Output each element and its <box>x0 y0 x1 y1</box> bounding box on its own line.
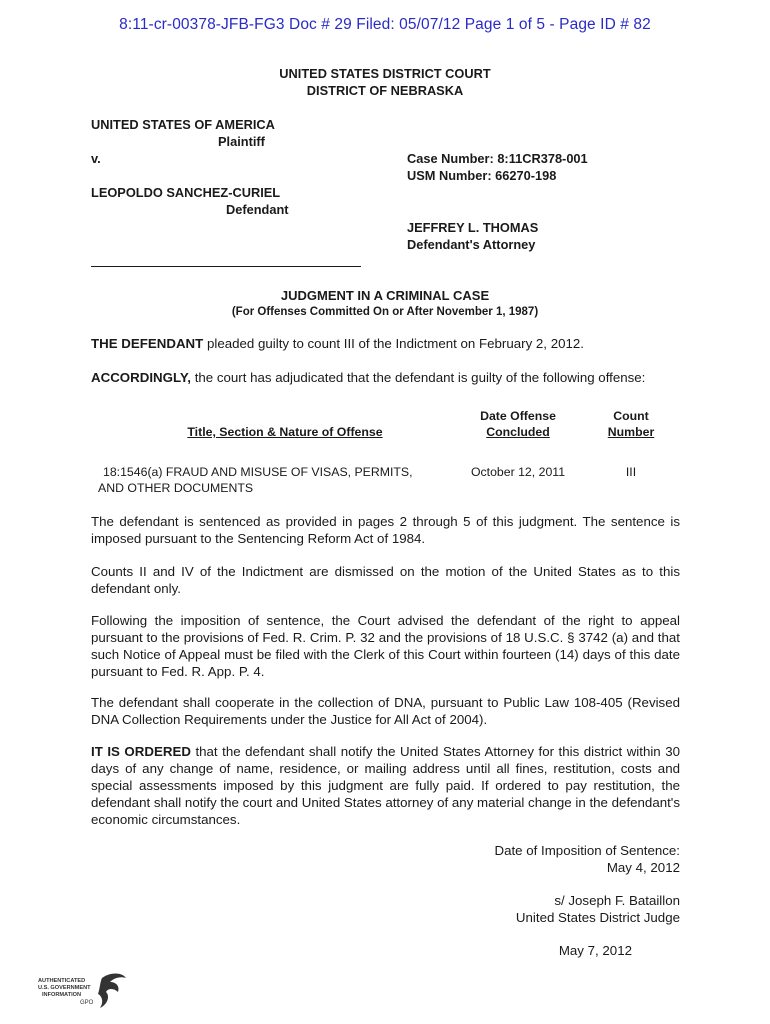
signed-date: May 7, 2012 <box>558 943 632 958</box>
judge-signature: s/ Joseph F. Bataillon <box>554 893 680 908</box>
ordered-text: that the defendant shall notify the United States Attorney for this district within 30 days of any change of name, residence, or mailing address until all fines, restitution, costs and special assessments imposed by this judgment are fully paid. If ordered to pay restitution, the defendant shall notify the court and United States attorney of any material change in the defendant's economic circumstances. <box>91 744 680 827</box>
usm-number: USM Number: 66270-198 <box>407 168 557 183</box>
plaintiff-role: Plaintiff <box>218 134 265 149</box>
table-header-date <box>458 408 578 440</box>
plea-paragraph <box>91 335 680 352</box>
filing-header-stamp: 8:11-cr-00378-JFB-FG3 Doc # 29 Filed: 05/07/12 Page 1 of 5 - Page ID # 82 <box>119 16 651 33</box>
offense-description-line2: AND OTHER DOCUMENTS <box>98 481 254 495</box>
table-header-count <box>595 408 667 440</box>
court-name: UNITED STATES DISTRICT COURT <box>279 66 491 81</box>
gpo-eagle-icon <box>36 970 136 1014</box>
attorney-name: JEFFREY L. THOMAS <box>407 220 539 235</box>
table-header-count-line2: Number <box>607 425 655 439</box>
table-header-count-line1: Count <box>613 409 649 423</box>
imposition-label: Date of Imposition of Sentence: <box>494 843 680 858</box>
gpo-line2: U.S. GOVERNMENT <box>38 985 91 991</box>
offense-count: III <box>625 465 637 479</box>
defendant-name: LEOPOLDO SANCHEZ-CURIEL <box>91 185 281 200</box>
imposition-date: May 4, 2012 <box>606 860 680 875</box>
versus-label: v. <box>91 151 101 166</box>
offense-date: October 12, 2011 <box>470 465 566 479</box>
plaintiff-name: UNITED STATES OF AMERICA <box>91 117 275 132</box>
sentencing-paragraph: The defendant is sentenced as provided in pages 2 through 5 of this judgment. The sentence is imposed pursuant to the Sentencing Reform Act of 1984. <box>91 514 680 546</box>
dismissal-paragraph: Counts II and IV of the Indictment are dismissed on the motion of the United States as to this defendant only. <box>91 564 680 596</box>
table-header-date-line1: Date Offense <box>480 409 556 423</box>
offense-description-line1: 18:1546(a) FRAUD AND MISUSE OF VISAS, PERMITS, <box>103 465 413 479</box>
defendant-role: Defendant <box>226 202 289 217</box>
plea-text: pleaded guilty to count III of the Indictment on February 2, 2012. <box>203 336 584 351</box>
ordered-paragraph <box>91 743 680 828</box>
attorney-role: Defendant's Attorney <box>407 237 536 252</box>
court-district: DISTRICT OF NEBRASKA <box>306 83 464 98</box>
accordingly-text: the court has adjudicated that the defendant is guilty of the following offense: <box>191 370 646 385</box>
judge-title: United States District Judge <box>515 910 680 925</box>
plea-lead: THE DEFENDANT <box>91 336 204 351</box>
judgment-subtitle: (For Offenses Committed On or After November 1, 1987) <box>231 306 539 318</box>
accordingly-lead: ACCORDINGLY, <box>91 370 191 385</box>
gpo-authentication-logo <box>36 970 136 1014</box>
case-number: Case Number: 8:11CR378-001 <box>407 151 588 166</box>
gpo-line1: AUTHENTICATED <box>38 978 86 984</box>
dna-paragraph: The defendant shall cooperate in the collection of DNA, pursuant to Public Law 108-405 (Revised DNA Collection Requirements under the Justice for All Act of 2004). <box>91 695 680 727</box>
judgment-title: JUDGMENT IN A CRIMINAL CASE <box>280 288 490 303</box>
table-header-date-line2: Concluded <box>486 425 550 439</box>
gpo-line4: GPO <box>80 1000 94 1006</box>
accordingly-paragraph <box>91 369 680 386</box>
caption-divider <box>91 266 361 267</box>
ordered-lead: IT IS ORDERED <box>91 744 191 759</box>
gpo-line3: INFORMATION <box>42 992 82 998</box>
table-header-offense: Title, Section & Nature of Offense <box>187 425 383 439</box>
appeal-paragraph: Following the imposition of sentence, the Court advised the defendant of the right to appeal pursuant to the provisions of Fed. R. Crim. P. 32 and the provisions of 18 U.S.C. § 3742 (a) and that such Notice of Appeal must be filed with the Clerk of this Court within fourteen (14) days of this date pursuant to Fed. R. App. P. 4. <box>91 613 680 679</box>
